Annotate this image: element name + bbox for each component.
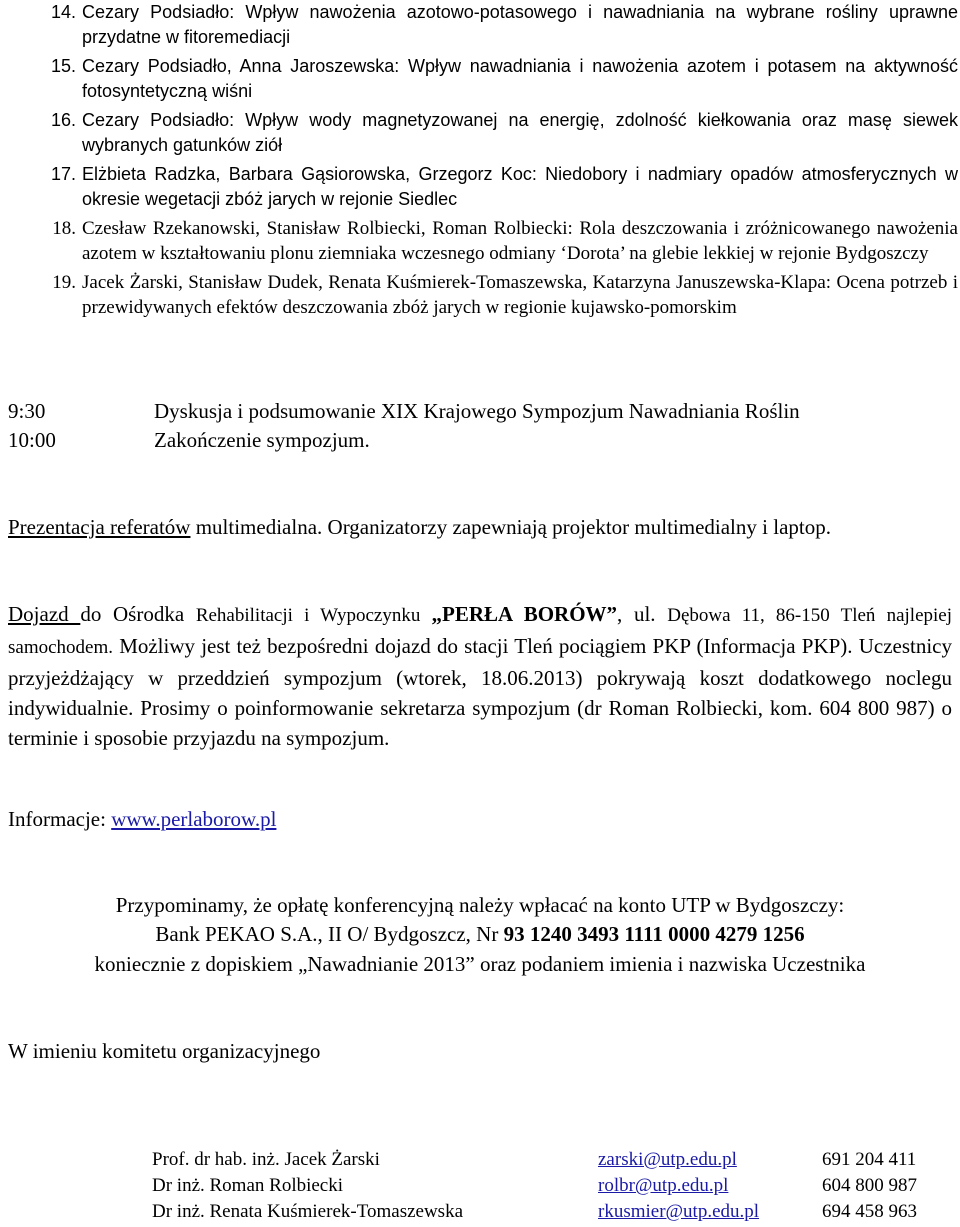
talk-item <box>12 54 958 104</box>
contact-name: Dr inż. Roman Rolbiecki <box>152 1175 344 1196</box>
travel-text-6: Możliwy jest też bezpośredni dojazd do stacji Tleń pociągiem PKP (Informacja PKP). Uczestnicy przyjeżdżający w przeddzień sympozjum (wtorek, 18.06.2013) pokrywają koszt dodatkowego noclegu indywidualnie. Prosimy o poinformowanie sekretarza sympozjum (dr Roman Rolbiecki, kom. 604 800 987) o terminie i sposobie przyjazdu na sympozjum. <box>8 634 952 750</box>
talk-item <box>12 0 958 50</box>
contact-row <box>152 1199 917 1225</box>
talk-title: Elżbieta Radzka, Barbara Gąsiorowska, Grzegorz Koc: Niedobory i nadmiary opadów atmosferycznych w okresie wegetacji zbóż jarych w rejonie Siedlec <box>82 164 958 209</box>
talk-list <box>12 0 958 324</box>
talk-title: Czesław Rzekanowski, Stanisław Rolbiecki, Roman Rolbiecki: Rola deszczowania i zróżnicowanego nawożenia azotem w kształtowaniu plonu ziemniaka wczesnego odmiany ‘Dorota’ na glebie lekkiej w rejonie Bydgoszczy <box>82 218 958 264</box>
committee-line: W imieniu komitetu organizacyjnego <box>8 1039 321 1063</box>
contact-phone: 604 800 987 <box>822 1175 917 1196</box>
talk-title: Cezary Podsiadło: Wpływ nawożenia azotowo-potasowego i nawadniania na wybrane rośliny uprawne przydatne w fitoremediacji <box>82 2 958 47</box>
schedule-text: Zakończenie sympozjum. <box>154 428 370 452</box>
talk-item <box>12 162 958 212</box>
schedule-text: Dyskusja i podsumowanie XIX Krajowego Sympozjum Nawadniania Roślin <box>154 399 800 423</box>
schedule-row <box>8 426 948 454</box>
schedule-time: 10:00 <box>8 428 56 452</box>
account-number: 93 1240 3493 1111 0000 4279 1256 <box>503 922 805 946</box>
talk-number: 14. <box>50 2 76 22</box>
contact-phone: 694 458 963 <box>822 1201 917 1222</box>
talk-number: 16. <box>50 110 76 130</box>
presentation-paragraph <box>8 512 952 542</box>
schedule-time: 9:30 <box>8 399 46 423</box>
talk-title: Jacek Żarski, Stanisław Dudek, Renata Kuśmierek-Tomaszewska, Katarzyna Januszewska-Klapa: Ocena potrzeb i przewidywanych efektów deszczowania zbóż jarych w regionie kujawsko-pomorskim <box>82 272 958 318</box>
travel-text-3: , ul. <box>617 602 668 626</box>
talk-number: 17. <box>50 164 76 184</box>
payment-line-3: koniecznie z dopiskiem „Nawadnianie 2013” oraz podaniem imienia i nazwiska Uczestnika <box>94 952 866 976</box>
contact-email-link[interactable]: zarski@utp.edu.pl <box>598 1149 737 1170</box>
info-line <box>8 804 952 834</box>
contact-email-link[interactable]: rkusmier@utp.edu.pl <box>598 1201 760 1222</box>
venue-name: „PERŁA BORÓW” <box>431 602 618 626</box>
travel-text-5: najlepiej samochodem. <box>8 605 952 658</box>
contact-name: Prof. dr hab. inż. Jacek Żarski <box>152 1149 380 1170</box>
payment-line-1: Przypominamy, że opłatę konferencyjną należy wpłacać na konto UTP w Bydgoszczy: <box>115 893 845 917</box>
talk-number: 18. <box>52 218 76 239</box>
presentation-heading: Prezentacja referatów <box>8 515 191 539</box>
talk-number: 15. <box>50 56 76 76</box>
contact-phone: 691 204 411 <box>822 1149 917 1170</box>
travel-paragraph <box>8 599 952 753</box>
contact-email-link[interactable]: rolbr@utp.edu.pl <box>598 1175 729 1196</box>
contact-row <box>152 1147 917 1173</box>
talk-title: Cezary Podsiadło: Wpływ wody magnetyzowanej na energię, zdolność kiełkowania oraz masę siewek wybranych gatunków ziół <box>82 110 958 155</box>
schedule-row <box>8 397 948 425</box>
talk-item <box>12 216 958 266</box>
travel-address: Dębowa 11, 86-150 Tleń <box>667 605 887 626</box>
bank-text: Bank PEKAO S.A., II O/ Bydgoszcz, Nr <box>155 922 504 946</box>
payment-line-2 <box>0 920 960 948</box>
talk-item <box>12 108 958 158</box>
website-link[interactable]: www.perlaborow.pl <box>111 807 277 831</box>
talk-item <box>12 270 958 320</box>
travel-heading: Dojazd <box>8 602 81 626</box>
talk-number: 19. <box>52 272 76 293</box>
travel-text-1: do Ośrodka <box>80 602 196 626</box>
contact-list <box>152 1147 917 1225</box>
talk-title: Cezary Podsiadło, Anna Jaroszewska: Wpływ nawadniania i nawożenia azotem i potasem na aktywność fotosyntetyczną wiśni <box>82 56 958 101</box>
info-label: Informacje: <box>8 807 112 831</box>
contact-name: Dr inż. Renata Kuśmierek-Tomaszewska <box>152 1201 464 1222</box>
travel-text-2: Rehabilitacji i Wypoczynku <box>195 605 432 626</box>
presentation-text: multimedialna. Organizatorzy zapewniają projektor multimedialny i laptop. <box>190 515 831 539</box>
contact-row <box>152 1173 917 1199</box>
